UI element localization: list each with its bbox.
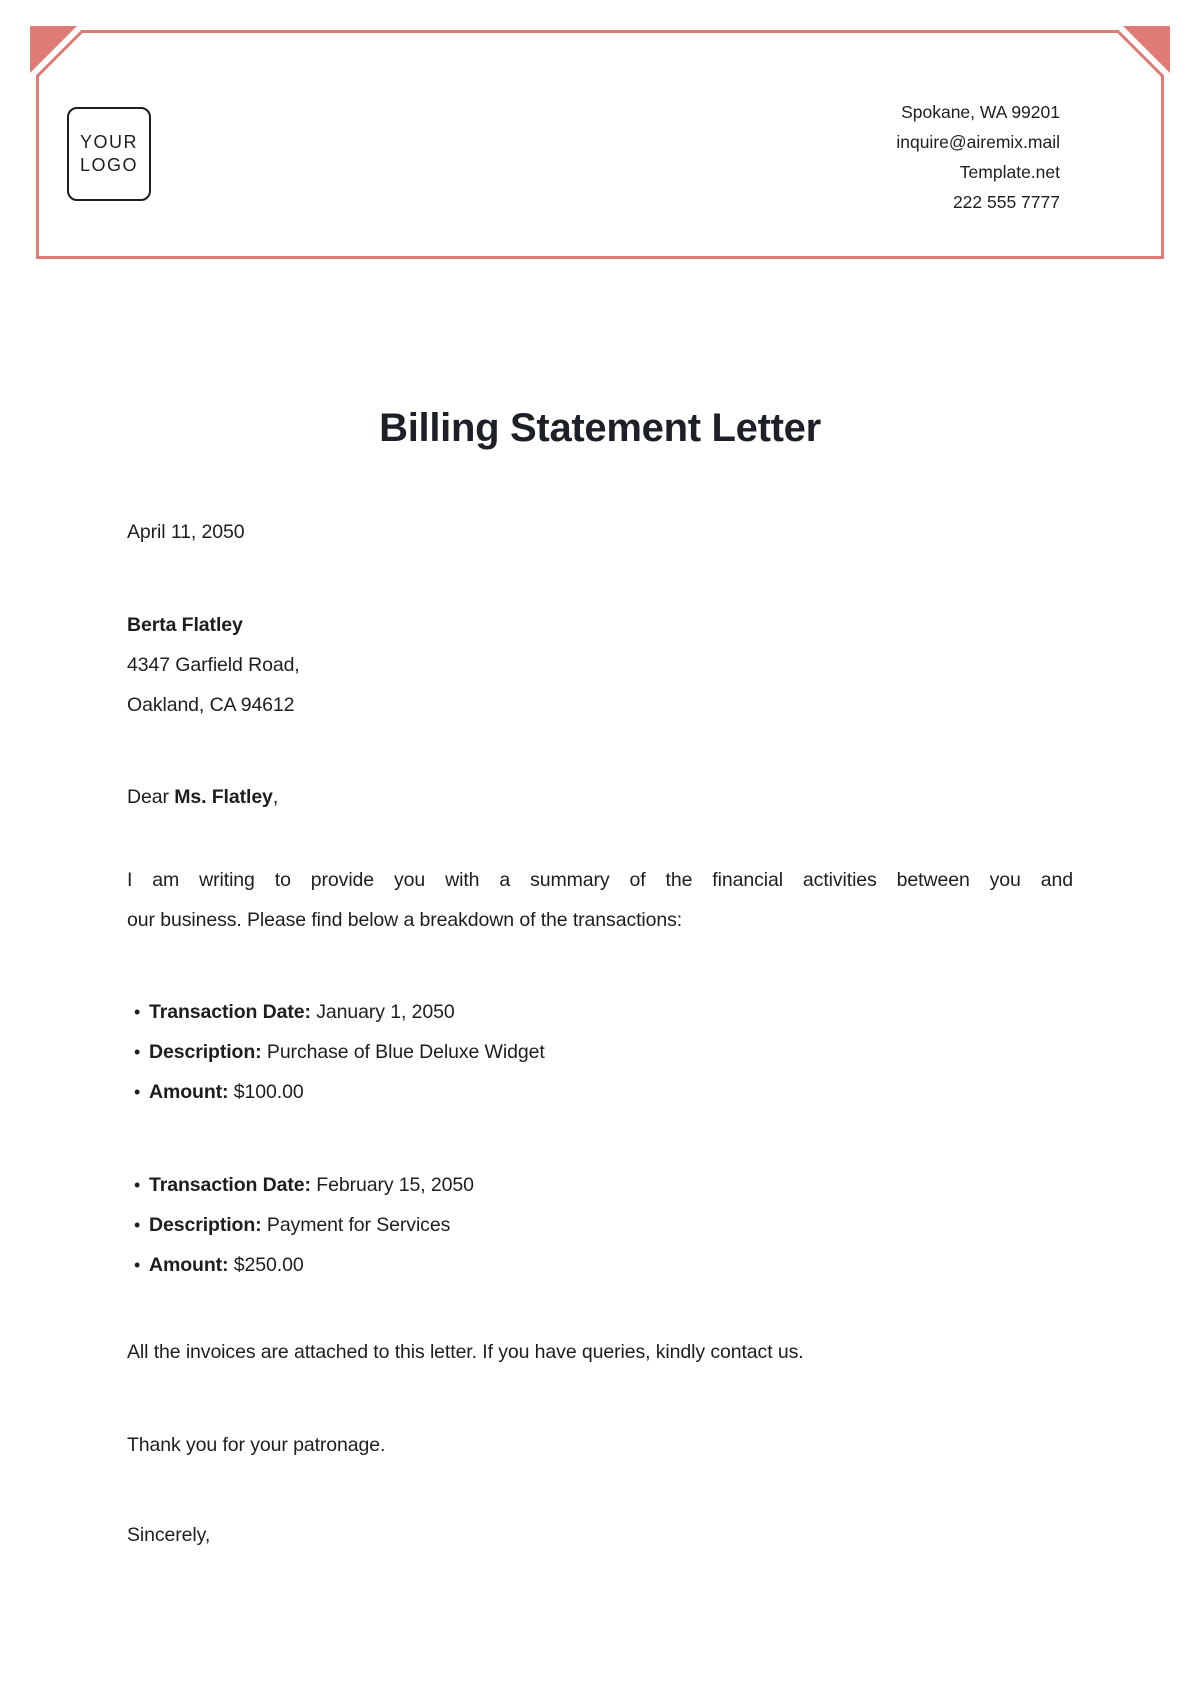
description-value: Purchase of Blue Deluxe Widget xyxy=(266,1041,545,1063)
intro-line2: our business. Please find below a breakdown of the transactions: xyxy=(127,909,683,931)
contact-phone: 222 555 7777 xyxy=(952,192,1060,212)
thanks-line: Thank you for your patronage. xyxy=(127,1434,386,1456)
bullet-icon: • xyxy=(134,1215,141,1235)
contact-email: inquire@airemix.mail xyxy=(896,132,1060,152)
letter-date: April 11, 2050 xyxy=(127,521,245,543)
bullet-icon: • xyxy=(134,1002,141,1022)
intro-paragraph xyxy=(127,860,1073,940)
list-item-text xyxy=(149,1072,304,1112)
logo-text-line1: YOUR xyxy=(79,132,138,152)
bullet-icon: • xyxy=(134,1255,141,1275)
description-label: Description: xyxy=(149,1214,262,1236)
transaction-date-value: January 1, 2050 xyxy=(316,1001,455,1023)
salutation-suffix: , xyxy=(272,786,279,808)
recipient-address-line2: Oakland, CA 94612 xyxy=(127,694,295,716)
transaction-list-2 xyxy=(127,1165,1073,1285)
list-item-amount xyxy=(127,1245,1073,1285)
recipient-block xyxy=(127,605,1073,725)
list-item-transaction-date xyxy=(127,992,1073,1032)
logo-text-line2: LOGO xyxy=(79,155,138,175)
contact-block xyxy=(896,97,1060,217)
amount-value: $250.00 xyxy=(233,1254,304,1276)
closing-note: All the invoices are attached to this letter. If you have queries, kindly contact us. xyxy=(127,1341,804,1363)
list-item-amount xyxy=(127,1072,1073,1112)
bullet-icon: • xyxy=(134,1082,141,1102)
contact-city: Spokane, WA 99201 xyxy=(901,102,1060,122)
signoff-line: Sincerely, xyxy=(127,1524,211,1546)
list-item-text xyxy=(149,1165,474,1205)
salutation xyxy=(127,784,278,810)
description-value: Payment for Services xyxy=(266,1214,451,1236)
recipient-address-line1: 4347 Garfield Road, xyxy=(127,654,300,676)
list-item-text xyxy=(149,992,455,1032)
contact-website: Template.net xyxy=(959,162,1060,182)
transaction-date-label: Transaction Date: xyxy=(149,1174,311,1196)
logo-box xyxy=(67,107,151,201)
list-item-description xyxy=(127,1205,1073,1245)
amount-label: Amount: xyxy=(149,1254,229,1276)
amount-label: Amount: xyxy=(149,1081,229,1103)
salutation-prefix: Dear xyxy=(127,786,169,808)
transaction-list-1 xyxy=(127,992,1073,1112)
page-title: Billing Statement Letter xyxy=(379,406,821,450)
list-item-description xyxy=(127,1032,1073,1072)
salutation-name: Ms. Flatley xyxy=(174,786,273,808)
list-item-text xyxy=(149,1032,545,1072)
list-item-transaction-date xyxy=(127,1165,1073,1205)
bullet-icon: • xyxy=(134,1042,141,1062)
transaction-date-value: February 15, 2050 xyxy=(316,1174,474,1196)
recipient-name: Berta Flatley xyxy=(127,614,243,636)
amount-value: $100.00 xyxy=(233,1081,304,1103)
list-item-text xyxy=(149,1205,450,1245)
description-label: Description: xyxy=(149,1041,262,1063)
bullet-icon: • xyxy=(134,1175,141,1195)
intro-line1: I am writing to provide you with a summary of the financial activities between you and xyxy=(127,869,1073,891)
corner-accent-left xyxy=(30,26,77,73)
corner-accent-right xyxy=(1123,26,1170,73)
list-item-text xyxy=(149,1245,304,1285)
transaction-date-label: Transaction Date: xyxy=(149,1001,311,1023)
